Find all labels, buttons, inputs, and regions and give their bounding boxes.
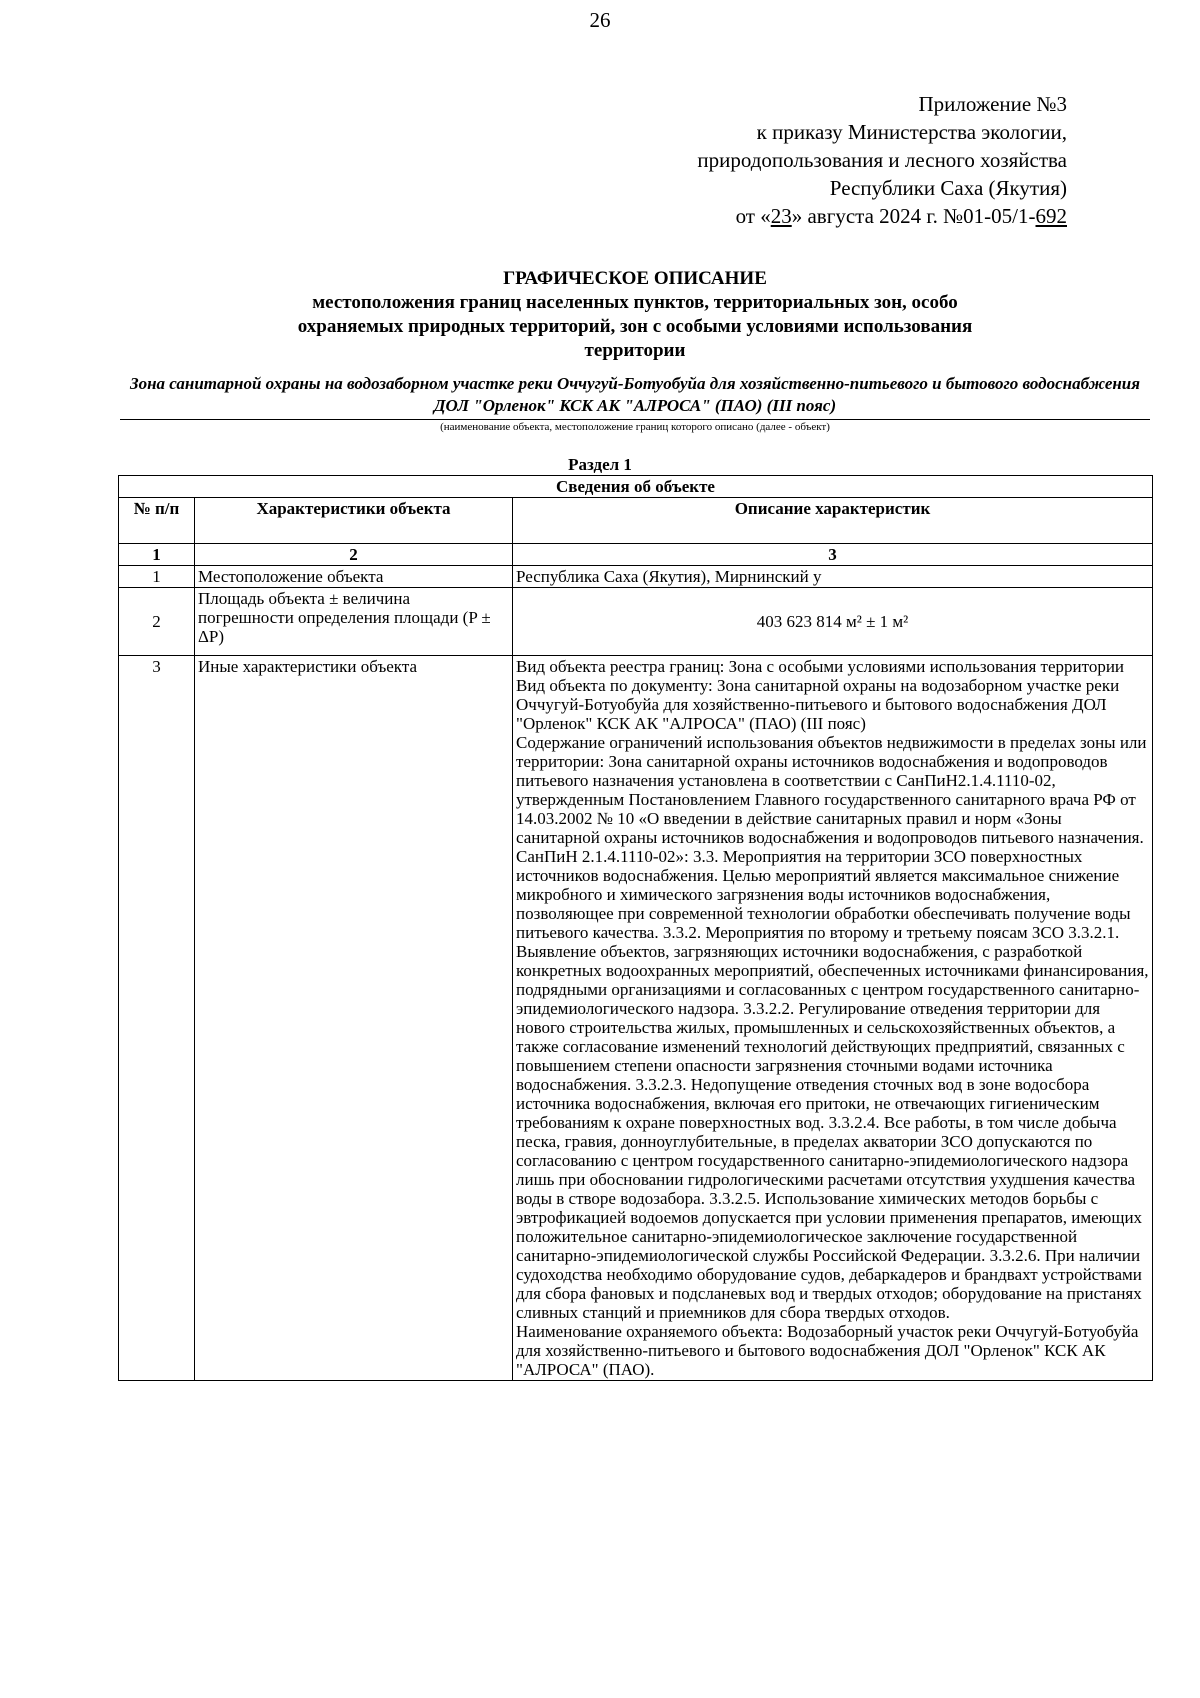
object-info-table [118,475,1153,1381]
object-name: Зона санитарной охраны на водозаборном участке реки Оччугуй-Ботуобуйа для хозяйственно-питьевого и бытового водоснабжения ДОЛ "Орленок" КСК АК "АЛРОСА" (ПАО) (III пояс) [129,374,1141,415]
paragraph-protected-object: Наименование охраняемого объекта: Водозаборный участок реки Оччугуй-Ботуобуйа для хозяйственно-питьевого и бытового водоснабжения ДОЛ "Орленок" КСК АК "АЛРОСА" (ПАО). [516,1322,1139,1379]
document-title [120,267,1150,363]
row-value: 403 623 814 м² ± 1 м² [513,588,1153,656]
col-number-3: 3 [513,544,1153,566]
title-sub: местоположения границ населенных пунктов, территориальных зон, особо охраняемых природных территорий, зон с особыми условиями использования территории [297,292,973,361]
row-num: 3 [119,656,195,1381]
col-number-2: 2 [195,544,513,566]
paragraph-restrictions: Содержание ограничений использования объектов недвижимости в пределах зоны или территории: Зона санитарной охраны источников водоснабжения и водопроводов питьевого назначения установлена в соответствии с СанПиН2.1.4.1110-02, утвержденным Постановлением Главного государственного санитарного врача РФ от 14.03.2002 № 10 «О введении в действие санитарных правил и норм «Зоны санитарной охраны источников водоснабжения и водопроводов питьевого назначения. СанПиН 2.1.4.1110-02»: 3.3. Мероприятия на территории ЗСО поверхностных источников водоснабжения. Целью мероприятий является максимальное снижение микробного и химического загрязнения воды источников водоснабжения, позволяющее при современной технологии обработки обеспечивать получение воды питьевого качества. 3.3.2. Мероприятия по второму и третьему поясам ЗСО 3.3.2.1. Выявление объектов, загрязняющих источники водоснабжения, с разработкой конкретных водоохранных мероприятий, обеспеченных источниками финансирования, подрядными организациями и согласованных с центром государственного санитарно-эпидемиологического надзора. 3.3.2.2. Регулирование отведения территории для нового строительства жилых, промышленных и сельскохозяйственных объектов, а также согласование изменений технологий действующих предприятий, связанных с повышением степени опасности загрязнения сточными водами источника водоснабжения. 3.3.2.3. Недопущение отведения сточных вод в зоне водосбора источника водоснабжения, включая его притоки, не отвечающих гигиеническим требованиям к охране поверхностных вод. 3.3.2.4. Все работы, в том числе добыча песка, гравия, донноуглубительные, в пределах акватории ЗСО допускаются по согласованию с центром государственного санитарно-эпидемиологического надзора лишь при обосновании гидрологическими расчетами отсутствия ухудшения качества воды в створе водозабора. 3.3.2.5. Использование химических методов борьбы с эвтрофикацией водоемов допускается при условии применения препаратов, имеющих положительное санитарно-эпидемиологическое заключение государственной санитарно-эпидемиологической службы Российской Федерации. 3.3.2.6. При наличии судоходства необходимо оборудование судов, дебаркадеров и брандвахт устройствами для сбора фановых и подсланевых вод и твердых отходов; оборудование на пристанях сливных станций и приемников для сбора твердых отходов. [516,733,1149,1322]
row-name: Иные характеристики объекта [195,656,513,1381]
row-value [513,656,1153,1381]
section-title: Раздел 1 [568,455,632,474]
object-caption: (наименование объекта, местоположение границ которого описано (далее - объект) [440,421,830,433]
appendix-line1: Приложение №3 [918,92,1067,116]
appendix-line3: природопользования и лесного хозяйства [697,148,1067,172]
table-title-row [119,476,1153,498]
table-row [119,588,1153,656]
row-num: 1 [119,566,195,588]
paragraph-registry-type: Вид объекта реестра границ: Зона с особыми условиями использования территории [516,657,1125,676]
column-number-row [119,544,1153,566]
date-middle: » августа 2024 г. №01-05/1- [791,204,1036,228]
appendix-date-line [697,202,1067,230]
page-number: 26 [589,8,611,32]
appendix-line4: Республики Саха (Якутия) [829,176,1067,200]
appendix-line2: к приказу Министерства экологии, [756,120,1067,144]
table-header-row [119,498,1153,544]
paragraph-document-type: Вид объекта по документу: Зона санитарной охраны на водозаборном участке реки Оччугуй-Ботуобуйа для хозяйственно-питьевого и бытового водоснабжения ДОЛ "Орленок" КСК АК "АЛРОСА" (ПАО) (III пояс) [516,676,1120,733]
appendix-header [697,90,1067,230]
title-main: ГРАФИЧЕСКОЕ ОПИСАНИЕ [503,268,767,289]
date-prefix: от « [735,204,771,228]
row-value: Республика Саха (Якутия), Мирнинский у [513,566,1153,588]
header-characteristic: Характеристики объекта [195,498,513,544]
date-day: 23 [770,204,792,228]
order-number: 692 [1035,204,1067,228]
header-description: Описание характеристик [513,498,1153,544]
row-name: Площадь объекта ± величина погрешности определения площади (P ± ΔP) [195,588,513,656]
object-name-rule [120,419,1150,420]
table-row [119,656,1153,1381]
table-row [119,566,1153,588]
row-name: Местоположение объекта [195,566,513,588]
table-title: Сведения об объекте [119,476,1153,498]
col-number-1: 1 [119,544,195,566]
row-num: 2 [119,588,195,656]
header-num: № п/п [119,498,195,544]
